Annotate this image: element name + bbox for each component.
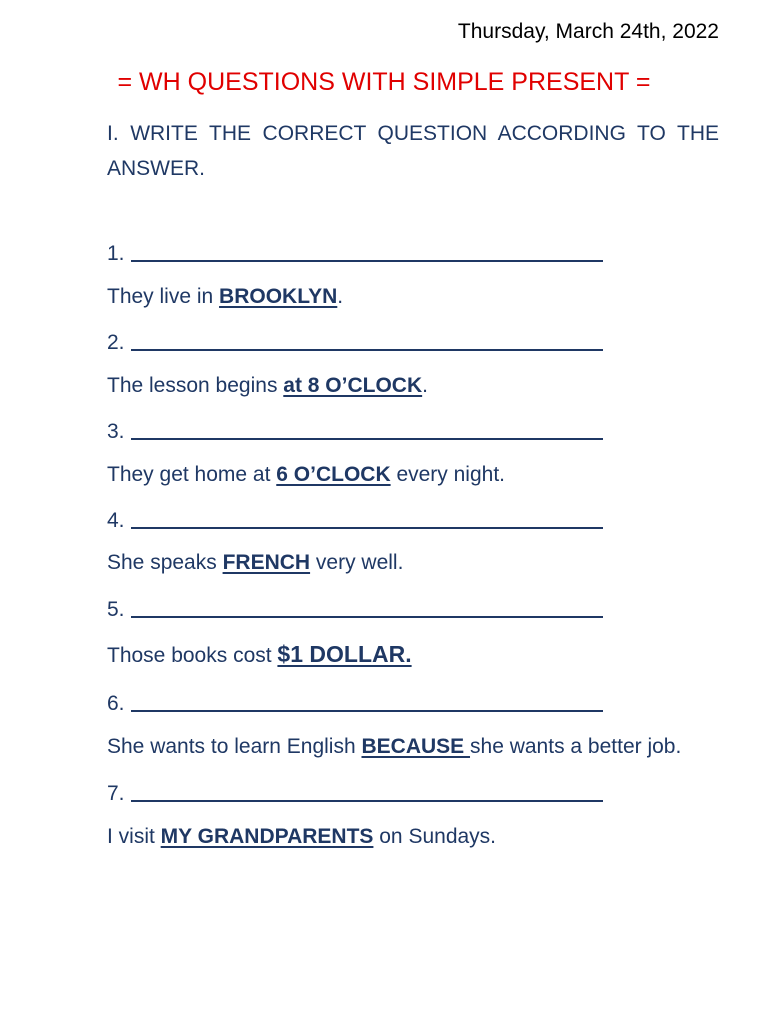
question-line-1: 1. xyxy=(107,240,603,266)
question-line-6: 6. xyxy=(107,690,603,716)
instruction-text: I. WRITE THE CORRECT QUESTION ACCORDING TO THE ANSWER. xyxy=(107,122,719,180)
document-date: Thursday, March 24th, 2022 xyxy=(457,20,719,43)
question-line-4: 4. xyxy=(107,507,603,533)
worksheet-title: = WH QUESTIONS WITH SIMPLE PRESENT = xyxy=(117,68,651,96)
answer-blank[interactable] xyxy=(131,329,603,351)
answer-blank[interactable] xyxy=(131,507,603,529)
answer-sentence-6: She wants to learn English BECAUSE she wants a better job. xyxy=(107,735,682,758)
answer-sentence-7: I visit MY GRANDPARENTS on Sundays. xyxy=(107,825,497,848)
answer-sentence-5: Those books cost $1 DOLLAR. xyxy=(107,641,412,667)
answer-blank[interactable] xyxy=(131,690,603,712)
question-line-3: 3. xyxy=(107,418,603,444)
key-phrase: MY GRANDPARENTS xyxy=(160,825,374,848)
question-line-7: 7. xyxy=(107,780,603,806)
answer-blank[interactable] xyxy=(131,418,603,440)
answer-sentence-3: They get home at 6 O’CLOCK every night. xyxy=(107,463,506,486)
answer-sentence-1: They live in BROOKLYN. xyxy=(107,285,344,308)
answer-sentence-2: The lesson begins at 8 O’CLOCK. xyxy=(107,374,428,397)
key-phrase: at 8 O’CLOCK xyxy=(283,374,423,397)
key-phrase: BECAUSE xyxy=(361,735,471,758)
answer-blank[interactable] xyxy=(131,596,603,618)
question-line-2: 2. xyxy=(107,329,603,355)
answer-blank[interactable] xyxy=(131,780,603,802)
question-line-5: 5. xyxy=(107,596,603,622)
key-phrase: BROOKLYN xyxy=(219,285,338,308)
key-phrase: FRENCH xyxy=(222,551,311,574)
key-phrase: $1 DOLLAR. xyxy=(277,641,412,667)
answer-blank[interactable] xyxy=(131,240,603,262)
answer-sentence-4: She speaks FRENCH very well. xyxy=(107,551,404,574)
key-phrase: 6 O’CLOCK xyxy=(276,463,391,486)
